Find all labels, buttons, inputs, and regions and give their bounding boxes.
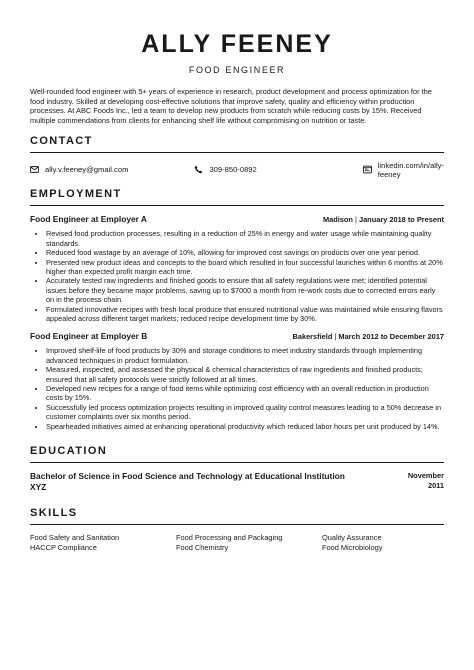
- skills-heading: SKILLS: [30, 507, 78, 520]
- job-entry-1: [30, 214, 444, 323]
- contact-row: [30, 160, 444, 179]
- list-item: • Improved shelf-life of food products by 30% and storage conditions to meet industry standards through implementing advanced techniques in product formulation.: [46, 346, 444, 365]
- contact-phone[interactable]: [194, 165, 362, 174]
- list-item: • Successfully led process optimization projects resulting in improved quality control measures leading to a 50% decrease in customer complaints over six months period.: [46, 403, 444, 422]
- skill-item: Food Safety and Sanitation: [30, 533, 120, 543]
- section-divider: [30, 152, 444, 153]
- job-entry-title: Food Engineer at Employer B: [30, 331, 148, 342]
- job-entry-meta: Bakersfield | March 2012 to December 2017: [292, 332, 444, 342]
- contact-linkedin[interactable]: [363, 161, 444, 179]
- candidate-name: ALLY FEENEY: [141, 30, 333, 58]
- job-dates: March 2012 to December 2017: [338, 332, 444, 342]
- job-entry-2: [30, 331, 444, 431]
- skill-item: Quality Assurance: [322, 533, 382, 543]
- job-entry-title: Food Engineer at Employer A: [30, 214, 147, 225]
- education-entry: [30, 471, 444, 493]
- contact-email[interactable]: [30, 165, 194, 174]
- list-item: • Developed new recipes for a range of food items while optimizing cost efficiency with an overall reduction in production costs by 15%.: [46, 384, 444, 403]
- list-item: • Presented new product ideas and concepts to the board which resulted in four successful launches within 6 months at 20% higher than expected profit margin each time.: [46, 258, 444, 277]
- skill-item: HACCP Compliance: [30, 542, 97, 552]
- education-heading: EDUCATION: [30, 445, 108, 458]
- email-icon: [30, 165, 39, 174]
- job-bullets: [30, 346, 444, 431]
- section-divider: [30, 205, 444, 206]
- skill-item: Food Chemistry: [176, 542, 229, 552]
- education-month: November: [407, 471, 444, 481]
- linkedin-text[interactable]: linkedin.com/in/ally-feeney: [377, 160, 444, 179]
- phone-icon: [194, 165, 203, 174]
- job-location: Madison: [322, 215, 353, 225]
- job-entry-meta: Madison | January 2018 to Present: [322, 215, 444, 225]
- section-divider: [30, 462, 444, 463]
- list-item: • Formulated innovative recipes with fresh local produce that ensured nutritional value was maintained while ensuring flavors appealed across different target markets; reduced recipe development time by 30%.: [46, 305, 444, 324]
- list-item: • Revised food production processes, resulting in a reduction of 25% in energy and water usage while maintaining quality standards.: [46, 229, 444, 248]
- job-dates: January 2018 to Present: [358, 215, 444, 225]
- job-title: FOOD ENGINEER: [188, 65, 286, 75]
- linkedin-icon: [363, 165, 372, 174]
- skill-item: Food Microbiology: [322, 542, 383, 552]
- phone-text[interactable]: 309-850-0892: [209, 165, 257, 175]
- list-item: • Reduced food wastage by an average of 10%, allowing for improved cost savings on products over one year period.: [46, 248, 444, 257]
- education-degree: Bachelor of Science in Food Science and Technology at Educational Institution XYZ: [30, 471, 345, 493]
- employment-heading: EMPLOYMENT: [30, 188, 122, 201]
- skills-grid: [30, 533, 444, 552]
- list-item: • Accurately tested raw ingredients and finished goods to ensure that all safety regulations were met; identified potential issues before they became major problems, saving up to $7000 a month from re-work costs due to corrected errors early on in the process chain.: [46, 276, 444, 304]
- job-location: Bakersfield: [292, 332, 333, 342]
- education-year: 2011: [427, 481, 444, 491]
- contact-heading: CONTACT: [30, 135, 93, 148]
- section-divider: [30, 524, 444, 525]
- summary-paragraph: Well-rounded food engineer with 5+ years of experience in research, product development and process optimization for the food industry. Skilled at developing cost-effective solutions that improve safety, quality and efficiency within production processes. At ABC Foods Inc., led a team to develop new products from scratch while reducing costs by 15%. Received multiple commendations from clients for enhancing shelf life without compromising on nutrition or taste.: [30, 87, 432, 125]
- email-text[interactable]: ally.v.feeney@gmail.com: [45, 165, 129, 175]
- list-item: • Measured, inspected, and assessed the physical & chemical characteristics of raw ingredients and finished products; ensured that all safety protocols were strictly followed at all times.: [46, 365, 444, 384]
- education-date: [364, 471, 444, 493]
- skill-item: Food Processing and Packaging: [176, 533, 283, 543]
- list-item: • Spearheaded initiatives aimed at enhancing operational productivity which reduced labor hours per unit produced by 14%.: [46, 422, 444, 431]
- job-bullets: [30, 229, 444, 323]
